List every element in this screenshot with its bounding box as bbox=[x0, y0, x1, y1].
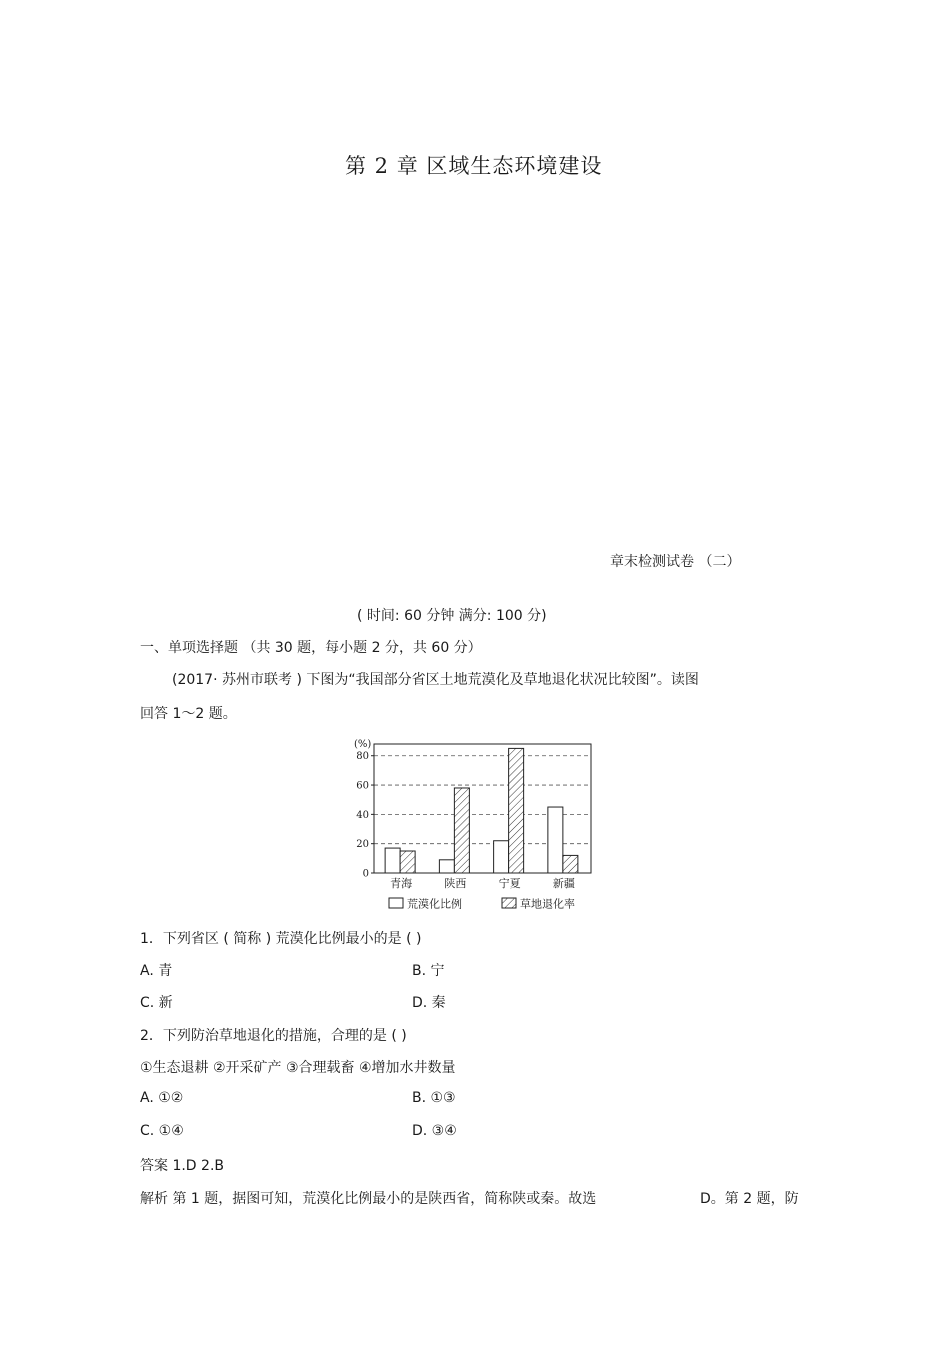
exam-subtitle: 章末检测试卷 （二） bbox=[610, 554, 741, 570]
q1-option-c: C. 新 bbox=[140, 995, 173, 1011]
bar-chart bbox=[345, 735, 607, 913]
y-tick-label: 80 bbox=[356, 751, 369, 763]
q1-option-d: D. 秦 bbox=[412, 995, 446, 1011]
bar-desertification bbox=[548, 807, 563, 873]
q2-option-d: D. ③④ bbox=[412, 1123, 457, 1139]
bar-grassland-degradation bbox=[454, 788, 469, 873]
y-tick-label: 40 bbox=[356, 809, 369, 821]
y-tick-label: 0 bbox=[362, 868, 369, 880]
q2-items: ①生态退耕 ②开采矿产 ③合理载畜 ④增加水井数量 bbox=[140, 1060, 456, 1076]
legend-label: 草地退化率 bbox=[520, 897, 575, 911]
y-tick-label: 20 bbox=[356, 839, 369, 851]
category-label: 新疆 bbox=[552, 877, 575, 890]
bar-grassland-degradation bbox=[509, 748, 524, 873]
legend-label: 荒漠化比例 bbox=[407, 897, 462, 911]
answer-line: 答案 1.D 2.B bbox=[140, 1158, 224, 1174]
intro-line-1: (2017· 苏州市联考 ) 下图为“我国部分省区土地荒漠化及草地退化状况比较图”。读图 bbox=[172, 672, 699, 688]
bar-desertification bbox=[439, 860, 454, 873]
bars bbox=[385, 748, 578, 873]
y-tick-label: 60 bbox=[356, 780, 369, 792]
section-heading: 一、单项选择题 （共 30 题，每小题 2 分，共 60 分） bbox=[140, 640, 482, 656]
time-info: ( 时间: 60 分钟 满分: 100 分) bbox=[357, 608, 547, 624]
q2-stem: 2．下列防治草地退化的措施，合理的是 ( ) bbox=[140, 1028, 407, 1044]
intro-line-2: 回答 1～2 题。 bbox=[140, 706, 237, 722]
legend-swatch bbox=[502, 898, 516, 908]
category-label: 宁夏 bbox=[498, 877, 521, 890]
legend-swatch bbox=[389, 898, 403, 908]
analysis-text-continued: D。第 2 题，防 bbox=[700, 1191, 799, 1207]
q1-option-a: A. 青 bbox=[140, 963, 173, 979]
analysis-text: 解析 第 1 题，据图可知，荒漠化比例最小的是陕西省，简称陕或秦。故选 bbox=[140, 1191, 597, 1207]
q2-option-a: A. ①② bbox=[140, 1090, 184, 1106]
category-labels bbox=[390, 876, 575, 890]
bar-grassland-degradation bbox=[400, 851, 415, 873]
bar-desertification bbox=[385, 848, 400, 873]
y-ticks bbox=[356, 751, 374, 879]
q2-option-c: C. ①④ bbox=[140, 1123, 184, 1139]
legend bbox=[389, 897, 575, 911]
bar-desertification bbox=[494, 841, 509, 873]
q1-stem: 1．下列省区 ( 简称 ) 荒漠化比例最小的是 ( ) bbox=[140, 931, 422, 947]
category-label: 陕西 bbox=[444, 877, 467, 890]
q2-option-b: B. ①③ bbox=[412, 1090, 456, 1106]
category-label: 青海 bbox=[390, 877, 413, 890]
chapter-title: 第 2 章 区域生态环境建设 bbox=[345, 154, 603, 178]
y-axis-label: (%) bbox=[354, 739, 372, 750]
q1-option-b: B. 宁 bbox=[412, 963, 445, 979]
bar-grassland-degradation bbox=[563, 855, 578, 873]
